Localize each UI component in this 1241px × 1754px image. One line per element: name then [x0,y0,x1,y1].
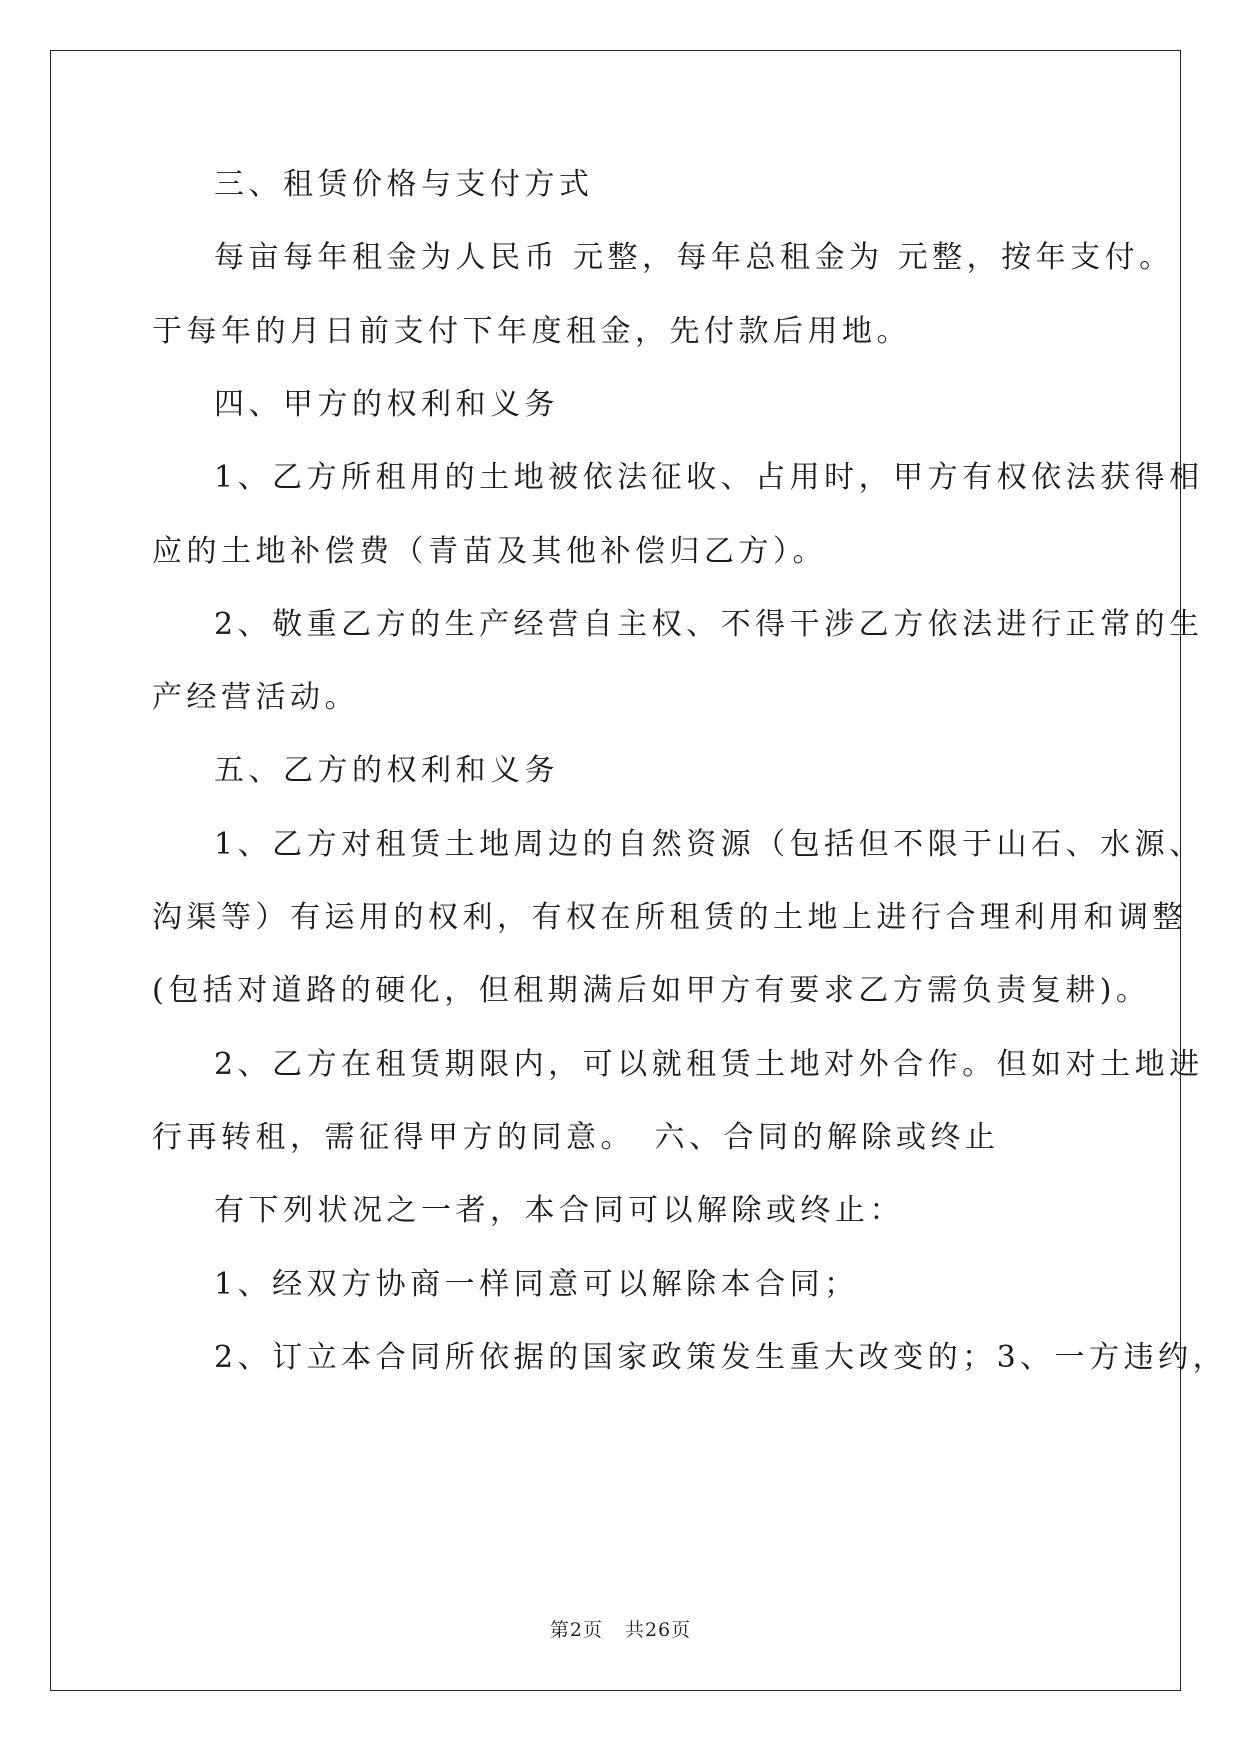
page-border [50,50,1181,1691]
page-total: 共26页 [624,1619,692,1641]
paragraph-line: 1、乙方对租赁土地周边的自然资源（包括但不限于山石、水源、 [214,827,1204,862]
paragraph-line: 行再转租，需征得甲方的同意。 六、合同的解除或终止 [152,1120,1000,1155]
paragraph-line: 于每年的月日前支付下年度租金，先付款后用地。 [152,314,911,349]
paragraph-line: 2、乙方在租赁期限内，可以就租赁土地对外合作。但如对土地进 [214,1047,1204,1082]
paragraph-line: 1、乙方所租用的土地被依法征收、占用时，甲方有权依法获得相 [214,460,1204,495]
paragraph-line: 每亩每年租金为人民币 元整，每年总租金为 元整，按年支付。 [214,240,1174,275]
paragraph-line: (包括对道路的硬化，但租期满后如甲方有要求乙方需负责复耕)。 [152,973,1151,1008]
paragraph-line: 有下列状况之一者，本合同可以解除或终止： [214,1193,904,1228]
paragraph-line: 沟渠等）有运用的权利，有权在所租赁的土地上进行合理利用和调整 [152,900,1187,935]
paragraph-line: 产经营活动。 [152,680,359,715]
page-number: 第2页 [549,1619,603,1641]
section-heading-party-a: 四、甲方的权利和义务 [214,387,559,422]
paragraph-line: 1、经双方协商一样同意可以解除本合同； [214,1267,859,1302]
paragraph-line: 2、敬重乙方的生产经营自主权、不得干涉乙方依法进行正常的生 [214,607,1204,642]
section-heading-rent-price: 三、租赁价格与支付方式 [214,167,594,202]
paragraph-line: 2、订立本合同所依据的国家政策发生重大改变的；3、一方违约， [214,1340,1228,1375]
page-footer [0,1615,1241,1642]
paragraph-line: 应的土地补偿费（青苗及其他补偿归乙方）。 [152,534,827,569]
section-heading-party-b: 五、乙方的权利和义务 [214,753,559,788]
